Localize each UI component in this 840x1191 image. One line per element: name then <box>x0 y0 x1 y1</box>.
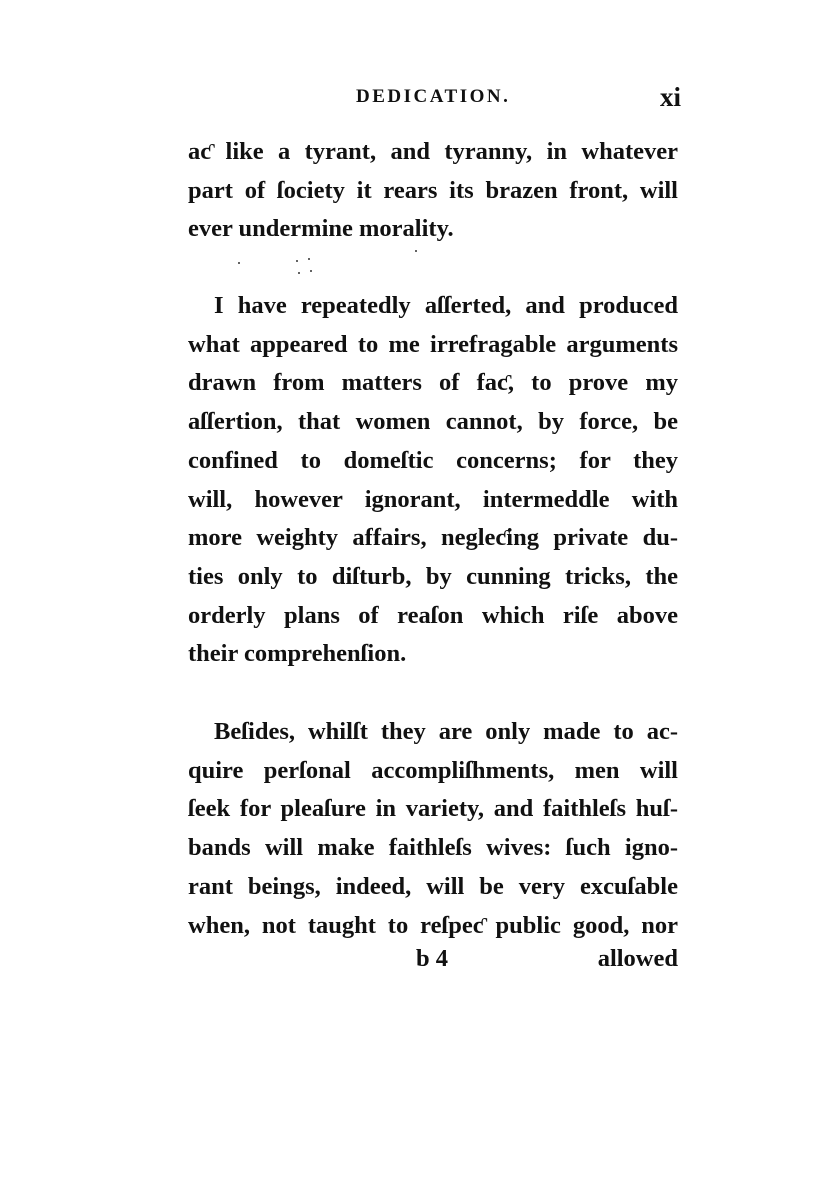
text-line: when, not taught to reſpeƈ public good, nor <box>188 911 678 939</box>
page-number: xi <box>659 82 681 112</box>
text-line: I have repeatedly aſſerted, and produced <box>214 292 678 319</box>
paragraph-3 <box>188 713 678 945</box>
text-line: aſſertion, that women cannot, by force, be <box>188 408 678 436</box>
running-head <box>188 82 683 114</box>
signature-mark: b 4 <box>416 945 449 972</box>
text-line: ever undermine morality. <box>188 215 454 243</box>
text-line: Beſides, whilſt they are only made to ac- <box>214 718 678 745</box>
ink-speck <box>238 262 240 264</box>
text-line: aƈ like a tyrant, and tyranny, in whatever <box>188 138 678 165</box>
text-line: ſeek for pleaſure in variety, and faithleſs huſ- <box>188 795 678 823</box>
text-line: their comprehenſion. <box>188 640 407 668</box>
text-line: part of ſociety it rears its brazen front, will <box>188 176 678 204</box>
ink-speck <box>308 258 310 260</box>
ink-speck <box>298 272 300 274</box>
text-line: confined to domeſtic concerns; for they <box>188 446 678 474</box>
text-line: rant beings, indeed, will be very excuſable <box>188 872 678 900</box>
text-line: what appeared to me irrefragable arguments <box>188 330 678 358</box>
text-line: will, however ignorant, intermeddle with <box>188 485 678 513</box>
text-line: bands will make faithleſs wives: ſuch igno- <box>188 834 678 862</box>
text-line: quire perſonal accompliſhments, men will <box>188 756 678 784</box>
running-title: DEDICATION. <box>356 86 511 107</box>
catchword: allowed <box>597 945 678 972</box>
text-line: drawn from matters of faƈ, to prove my <box>188 369 678 397</box>
ink-specks <box>230 250 430 280</box>
text-line: ties only to diſturb, by cunning tricks, the <box>188 562 678 590</box>
page-footer <box>188 945 678 985</box>
paragraph-1 <box>188 133 678 249</box>
text-line: more weighty affairs, negleƈing private du- <box>188 524 678 552</box>
ink-speck <box>310 270 312 272</box>
paragraph-2 <box>188 287 678 674</box>
ink-speck <box>296 260 298 262</box>
ink-speck <box>415 250 417 252</box>
text-line: orderly plans of reaſon which riſe above <box>188 601 678 629</box>
